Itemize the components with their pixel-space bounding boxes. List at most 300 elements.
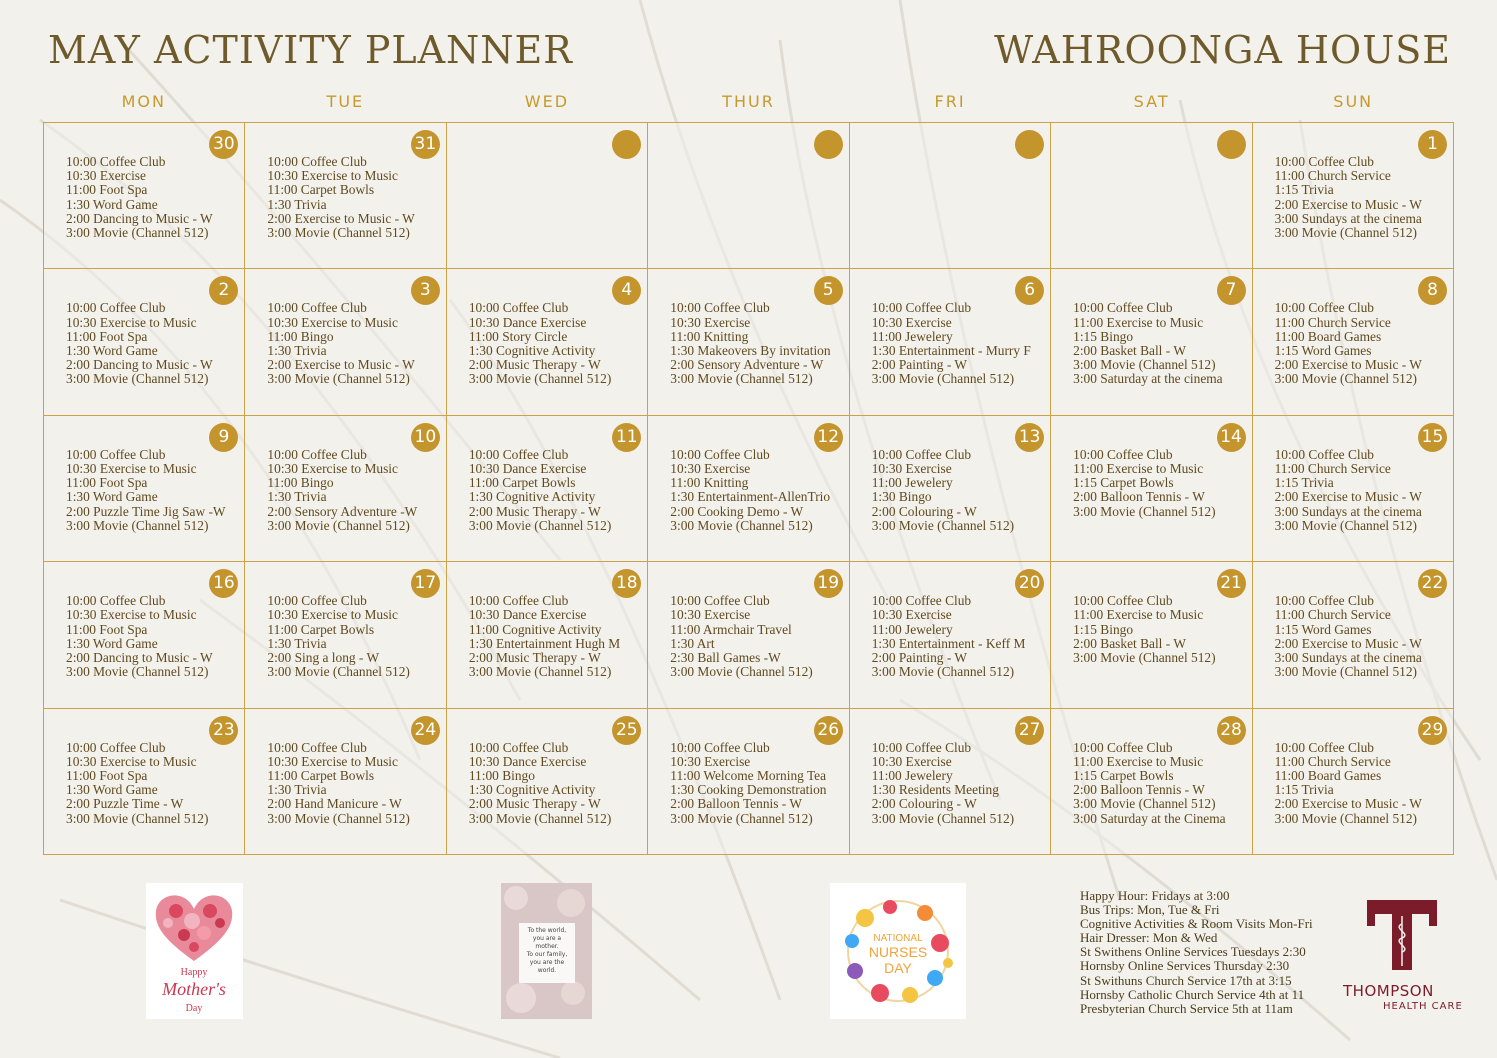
date-badge: 31: [411, 130, 440, 159]
date-badge: 29: [1418, 716, 1447, 745]
activity-item: 2:00 Music Therapy - W: [468, 504, 601, 519]
activity-item: 10:00 Coffee Club: [1073, 740, 1173, 755]
weekday-sat: SAT: [1133, 92, 1170, 111]
activity-list: [66, 301, 238, 386]
activity-item: 11:00 Foot Spa: [66, 183, 148, 198]
activity-item: 11:00 Church Service: [1274, 169, 1391, 184]
activity-item: 10:00 Coffee Club: [468, 301, 569, 316]
activity-item: 10:00 Coffee Club: [66, 740, 166, 755]
activity-item: 3:00 Sundays at the cinema: [1274, 504, 1422, 519]
activity-list: [1073, 301, 1245, 386]
activity-item: 2:00 Dancing to Music - W: [66, 358, 213, 373]
activity-item: 3:00 Movie (Channel 512): [66, 811, 209, 826]
activity-item: 3:00 Movie (Channel 512): [267, 226, 410, 241]
activity-item: 3:00 Movie (Channel 512): [468, 811, 612, 826]
activity-item: 11:00 Carpet Bowls: [267, 769, 375, 783]
quote-text: To the world, you are a mother. To our family, you are the world.: [519, 923, 575, 983]
activity-item: 10:30 Exercise to Music: [267, 608, 398, 623]
activity-item: 10:30 Dance Exercise: [468, 462, 587, 476]
activity-item: 3:00 Movie (Channel 512): [1274, 518, 1418, 533]
activity-item: 11:00 Bingo: [468, 769, 535, 783]
activity-list: [1073, 448, 1245, 519]
activity-item: 2:00 Exercise to Music - W: [267, 358, 415, 373]
calendar-day-cell: [1051, 123, 1252, 269]
date-badge: 1: [1418, 130, 1447, 159]
activity-item: 1:30 Word Game: [66, 197, 158, 212]
activity-item: 3:00 Movie (Channel 512): [1274, 372, 1418, 387]
activity-item: 10:00 Coffee Club: [66, 447, 166, 462]
date-badge: 17: [411, 569, 440, 598]
activity-item: 11:00 Armchair Travel: [670, 622, 792, 637]
activity-item: 11:00 Church Service: [1274, 608, 1391, 623]
activity-item: 2:00 Dancing to Music - W: [66, 211, 213, 226]
calendar-day-cell: [245, 123, 446, 269]
activity-item: 1:30 Art: [670, 636, 715, 651]
activity-list: [670, 448, 842, 533]
activity-item: 11:00 Church Service: [1274, 754, 1391, 769]
calendar-day-cell: [245, 416, 446, 562]
date-badge: [1015, 130, 1044, 159]
activity-item: 11:00 Story Circle: [468, 329, 568, 344]
activity-item: 10:30 Exercise to Music: [66, 462, 197, 476]
activity-item: 10:00 Coffee Club: [267, 740, 367, 755]
activity-item: 1:30 Word Game: [66, 344, 158, 358]
facility-name: WAHROONGA HOUSE: [994, 28, 1451, 72]
calendar-day-cell: [1253, 562, 1454, 708]
activity-list: [872, 594, 1044, 679]
activity-item: 1:30 Entertainment - Keff M: [871, 636, 1026, 651]
activity-item: 3:00 Sundays at the cinema: [1274, 651, 1422, 665]
heart-flowers-icon: [146, 883, 243, 1019]
activity-item: 2:00 Colouring - W: [871, 797, 977, 812]
activity-item: 2:00 Puzzle Time - W: [66, 797, 184, 812]
activity-item: 3:00 Saturday at the cinema: [1073, 372, 1223, 387]
date-badge: 25: [612, 716, 641, 745]
activity-item: 10:30 Exercise: [670, 608, 751, 623]
date-badge: 26: [814, 716, 843, 745]
activity-list: [469, 301, 641, 386]
weekday-sun: SUN: [1333, 92, 1374, 111]
date-badge: 4: [612, 276, 641, 305]
activity-item: 10:00 Coffee Club: [670, 740, 770, 755]
info-line: Hair Dresser: Mon & Wed: [1080, 930, 1218, 946]
activity-item: 10:00 Coffee Club: [670, 594, 770, 609]
activity-item: 10:00 Coffee Club: [66, 301, 166, 316]
date-badge: 21: [1217, 569, 1246, 598]
activity-list: [66, 448, 238, 533]
calendar-grid: [43, 122, 1454, 855]
activity-item: 10:00 Coffee Club: [670, 301, 770, 316]
activity-item: 3:00 Movie (Channel 512): [871, 518, 1015, 533]
activity-item: 3:00 Movie (Channel 512): [66, 518, 209, 533]
calendar-day-cell: [850, 123, 1051, 269]
activity-item: 1:30 Cooking Demonstration: [670, 783, 827, 798]
activity-item: 3:00 Saturday at the Cinema: [1073, 811, 1226, 826]
activity-item: 2:00 Music Therapy - W: [468, 358, 601, 373]
activity-item: 2:00 Exercise to Music - W: [267, 211, 415, 226]
activity-item: 1:15 Trivia: [1274, 476, 1334, 491]
activity-item: 2:00 Painting - W: [871, 358, 968, 373]
activity-item: 2:00 Balloon Tennis - W: [1073, 783, 1205, 798]
calendar-day-cell: [648, 709, 849, 855]
activity-item: 11:00 Carpet Bowls: [468, 476, 576, 491]
activity-item: 3:00 Movie (Channel 512): [670, 665, 813, 680]
activity-item: 2:30 Ball Games -W: [670, 651, 781, 665]
activity-list: [66, 741, 238, 826]
activity-item: 3:00 Movie (Channel 512): [871, 665, 1015, 680]
activity-item: 3:00 Movie (Channel 512): [1073, 651, 1216, 665]
activity-list: [1275, 448, 1447, 533]
activity-list: [1073, 741, 1245, 826]
calendar-day-cell: [1051, 416, 1252, 562]
calendar-day-cell: [44, 562, 245, 708]
activity-item: 2:00 Hand Manicure - W: [267, 797, 402, 812]
info-line: Hornsby Online Services Thursday 2:30: [1080, 958, 1290, 974]
activity-item: 3:00 Sundays at the cinema: [1274, 211, 1422, 226]
activity-item: 1:15 Word Games: [1274, 344, 1372, 358]
activity-item: 10:00 Coffee Club: [1274, 301, 1374, 316]
activity-item: 1:30 Cognitive Activity: [468, 783, 596, 798]
activity-item: 11:00 Board Games: [1274, 329, 1382, 344]
activity-item: 11:00 Exercise to Music: [1073, 608, 1204, 623]
activity-item: 2:00 Exercise to Music - W: [1274, 197, 1422, 212]
activity-item: 10:30 Exercise to Music: [267, 754, 398, 769]
date-badge: 12: [814, 423, 843, 452]
calendar-day-cell: [648, 123, 849, 269]
activity-item: 3:00 Movie (Channel 512): [1073, 504, 1216, 519]
activity-item: 10:30 Exercise to Music: [66, 608, 197, 623]
activity-list: [1275, 155, 1447, 240]
activity-item: 10:30 Exercise: [871, 754, 952, 769]
date-badge: 20: [1015, 569, 1044, 598]
info-line: Happy Hour: Fridays at 3:00: [1080, 888, 1230, 903]
activity-item: 1:15 Bingo: [1073, 329, 1134, 344]
activity-item: 1:30 Bingo: [871, 490, 932, 505]
activity-list: [267, 155, 439, 240]
activity-item: 1:15 Trivia: [1274, 183, 1334, 198]
activity-item: 3:00 Movie (Channel 512): [66, 665, 209, 680]
activity-item: 2:00 Basket Ball - W: [1073, 344, 1186, 358]
calendar-day-cell: [44, 269, 245, 415]
date-badge: 11: [612, 423, 641, 452]
calendar-day-cell: [1253, 269, 1454, 415]
activity-item: 3:00 Movie (Channel 512): [267, 372, 410, 387]
activity-list: [267, 594, 439, 679]
activity-item: 11:00 Board Games: [1274, 769, 1382, 783]
activity-item: 11:00 Exercise to Music: [1073, 315, 1204, 330]
activity-item: 10:30 Exercise to Music: [267, 315, 398, 330]
activity-item: 1:15 Trivia: [1274, 783, 1334, 798]
activity-item: 1:30 Trivia: [267, 344, 327, 358]
mothers-day-image: [146, 883, 243, 1019]
activity-item: 1:15 Bingo: [1073, 622, 1134, 637]
mothers-day-line3: Day: [185, 1003, 203, 1014]
activity-item: 2:00 Basket Ball - W: [1073, 636, 1186, 651]
date-badge: 13: [1015, 423, 1044, 452]
activity-item: 10:30 Exercise: [871, 608, 952, 623]
calendar-day-cell: [1253, 416, 1454, 562]
activity-item: 10:30 Exercise: [66, 169, 146, 184]
date-badge: 10: [411, 423, 440, 452]
activity-item: 10:00 Coffee Club: [267, 155, 367, 169]
activity-item: 2:00 Painting - W: [871, 651, 968, 665]
calendar-day-cell: [648, 416, 849, 562]
activity-item: 11:00 Foot Spa: [66, 769, 148, 783]
calendar-day-cell: [648, 562, 849, 708]
activity-item: 2:00 Sing a long - W: [267, 651, 380, 665]
calendar-day-cell: [850, 269, 1051, 415]
activity-item: 3:00 Movie (Channel 512): [1274, 665, 1418, 680]
activity-item: 10:00 Coffee Club: [267, 594, 367, 609]
calendar-day-cell: [850, 562, 1051, 708]
nurses-day-line1: NATIONAL: [873, 933, 923, 944]
date-badge: 15: [1418, 423, 1447, 452]
activity-item: 1:30 Makeovers By invitation: [670, 344, 831, 358]
activity-item: 3:00 Movie (Channel 512): [1073, 358, 1216, 373]
activity-item: 10:00 Coffee Club: [1274, 740, 1374, 755]
activity-item: 10:00 Coffee Club: [66, 155, 166, 169]
nurses-day-image: [830, 883, 966, 1019]
activity-item: 11:00 Jewelery: [871, 769, 953, 783]
activity-item: 1:30 Word Game: [66, 636, 158, 651]
calendar-day-cell: [447, 709, 648, 855]
activity-item: 1:30 Cognitive Activity: [468, 490, 596, 505]
activity-list: [267, 741, 439, 826]
date-badge: 28: [1217, 716, 1246, 745]
calendar-day-cell: [1051, 562, 1252, 708]
activity-list: [670, 594, 842, 679]
activity-item: 3:00 Movie (Channel 512): [66, 226, 209, 241]
activity-list: [469, 741, 641, 826]
activity-item: 11:00 Church Service: [1274, 315, 1391, 330]
weekday-thur: THUR: [722, 92, 775, 111]
activity-item: 10:30 Exercise: [871, 315, 952, 330]
activity-item: 10:30 Exercise: [670, 315, 751, 330]
activity-item: 10:00 Coffee Club: [1073, 447, 1173, 462]
date-badge: 16: [209, 569, 238, 598]
activity-item: 3:00 Movie (Channel 512): [1073, 797, 1216, 812]
activity-item: 1:15 Word Games: [1274, 622, 1372, 637]
calendar-day-cell: [447, 269, 648, 415]
date-badge: 2: [209, 276, 238, 305]
activity-list: [872, 741, 1044, 826]
activity-item: 1:30 Cognitive Activity: [468, 344, 596, 358]
date-badge: 22: [1418, 569, 1447, 598]
activity-item: 2:00 Balloon Tennis - W: [670, 797, 803, 812]
page-title: MAY ACTIVITY PLANNER: [48, 28, 573, 72]
nurses-day-line2: NURSES: [868, 944, 928, 960]
activity-item: 11:00 Welcome Morning Tea: [670, 769, 827, 783]
activity-item: 3:00 Movie (Channel 512): [1274, 226, 1418, 241]
info-line: Bus Trips: Mon, Tue & Fri: [1080, 902, 1220, 918]
activity-item: 10:30 Exercise to Music: [66, 315, 197, 330]
activity-item: 11:00 Exercise to Music: [1073, 462, 1204, 476]
date-badge: 23: [209, 716, 238, 745]
activity-item: 11:00 Jewelery: [871, 329, 953, 344]
calendar-day-cell: [648, 269, 849, 415]
logo-subtitle: HEALTH CARE: [1383, 1001, 1463, 1012]
date-badge: 14: [1217, 423, 1246, 452]
activity-list: [1275, 741, 1447, 826]
activity-item: 10:00 Coffee Club: [267, 447, 367, 462]
calendar-day-cell: [850, 416, 1051, 562]
activity-list: [66, 155, 238, 240]
activity-item: 10:00 Coffee Club: [468, 447, 569, 462]
activity-item: 11:00 Knitting: [670, 476, 749, 491]
activity-item: 11:00 Bingo: [267, 476, 334, 491]
date-badge: 7: [1217, 276, 1246, 305]
calendar-day-cell: [44, 416, 245, 562]
calendar-day-cell: [245, 562, 446, 708]
calendar-day-cell: [245, 269, 446, 415]
activity-item: 1:30 Trivia: [267, 636, 327, 651]
date-badge: 5: [814, 276, 843, 305]
activity-item: 3:00 Movie (Channel 512): [468, 665, 612, 680]
calendar-day-cell: [1253, 709, 1454, 855]
activity-item: 3:00 Movie (Channel 512): [468, 372, 612, 387]
activity-item: 2:00 Music Therapy - W: [468, 651, 601, 665]
info-line: Presbyterian Church Service 5th at 11am: [1080, 1000, 1293, 1016]
calendar-day-cell: [245, 709, 446, 855]
info-line: St Swithens Online Services Tuesdays 2:30: [1080, 944, 1306, 960]
calendar-day-cell: [1253, 123, 1454, 269]
date-badge: 6: [1015, 276, 1044, 305]
activity-item: 10:00 Coffee Club: [1274, 594, 1374, 609]
activity-list: [1073, 594, 1245, 665]
activity-item: 11:00 Foot Spa: [66, 476, 148, 491]
activity-item: 2:00 Sensory Adventure -W: [267, 504, 418, 519]
activity-item: 11:00 Jewelery: [871, 622, 953, 637]
activity-item: 3:00 Movie (Channel 512): [871, 372, 1015, 387]
activity-item: 10:30 Exercise to Music: [267, 169, 398, 184]
activity-item: 1:30 Word Game: [66, 490, 158, 505]
activity-item: 10:00 Coffee Club: [66, 594, 166, 609]
date-badge: 24: [411, 716, 440, 745]
activity-item: 3:00 Movie (Channel 512): [670, 811, 813, 826]
weekday-tue: TUE: [326, 92, 365, 111]
activity-list: [1275, 594, 1447, 679]
activity-item: 10:00 Coffee Club: [871, 594, 972, 609]
activity-item: 10:00 Coffee Club: [1073, 594, 1173, 609]
mothers-day-line1: Happy: [180, 967, 208, 978]
activity-list: [872, 301, 1044, 386]
activity-item: 10:00 Coffee Club: [468, 594, 569, 609]
activity-item: 3:00 Movie (Channel 512): [267, 811, 410, 826]
date-badge: 30: [209, 130, 238, 159]
activity-item: 2:00 Exercise to Music - W: [1274, 636, 1422, 651]
activity-item: 1:30 Entertainment Hugh M: [468, 636, 621, 651]
activity-item: 11:00 Jewelery: [871, 476, 953, 491]
activity-list: [670, 301, 842, 386]
activity-item: 1:30 Entertainment - Murry F: [871, 344, 1031, 358]
activity-item: 3:00 Movie (Channel 512): [670, 518, 813, 533]
activity-item: 1:30 Trivia: [267, 783, 327, 798]
info-notes: [1080, 889, 1313, 1016]
activity-item: 1:30 Entertainment-AllenTrio: [670, 490, 831, 505]
activity-list: [267, 448, 439, 533]
calendar-day-cell: [447, 562, 648, 708]
date-badge: 8: [1418, 276, 1447, 305]
mothers-day-line2: Mother's: [162, 979, 226, 999]
activity-item: 11:00 Foot Spa: [66, 329, 148, 344]
calendar-day-cell: [1051, 709, 1252, 855]
activity-item: 1:15 Carpet Bowls: [1073, 769, 1174, 783]
calendar-day-cell: [44, 123, 245, 269]
activity-item: 1:30 Word Game: [66, 783, 158, 798]
activity-item: 11:00 Foot Spa: [66, 622, 148, 637]
activity-list: [1275, 301, 1447, 386]
date-badge: 27: [1015, 716, 1044, 745]
activity-item: 11:00 Knitting: [670, 329, 749, 344]
calendar-day-cell: [1051, 269, 1252, 415]
activity-item: 3:00 Movie (Channel 512): [871, 811, 1015, 826]
activity-item: 10:30 Dance Exercise: [468, 754, 587, 769]
activity-item: 1:30 Residents Meeting: [871, 783, 999, 798]
calendar-day-cell: [44, 709, 245, 855]
date-badge: 19: [814, 569, 843, 598]
activity-item: 2:00 Exercise to Music - W: [1274, 358, 1422, 373]
calendar-day-cell: [447, 416, 648, 562]
activity-item: 11:00 Bingo: [267, 329, 334, 344]
activity-item: 2:00 Colouring - W: [871, 504, 977, 519]
activity-item: 10:00 Coffee Club: [871, 447, 972, 462]
weekday-mon: MON: [121, 92, 166, 111]
activity-item: 10:30 Exercise to Music: [66, 754, 197, 769]
activity-item: 10:00 Coffee Club: [871, 301, 972, 316]
activity-item: 10:00 Coffee Club: [1073, 301, 1173, 316]
activity-item: 10:30 Dance Exercise: [468, 608, 587, 623]
activity-item: 10:00 Coffee Club: [670, 447, 770, 462]
info-line: Hornsby Catholic Church Service 4th at 11: [1080, 986, 1305, 1002]
activity-list: [66, 594, 238, 679]
activity-item: 2:00 Puzzle Time Jig Saw -W: [66, 504, 226, 519]
activity-item: 3:00 Movie (Channel 512): [267, 518, 410, 533]
activity-item: 2:00 Exercise to Music - W: [1274, 490, 1422, 505]
activity-item: 2:00 Cooking Demo - W: [670, 504, 804, 519]
logo-name: THOMPSON: [1343, 982, 1434, 1000]
activity-item: 2:00 Dancing to Music - W: [66, 651, 213, 665]
activity-item: 2:00 Music Therapy - W: [468, 797, 601, 812]
activity-item: 2:00 Sensory Adventure - W: [670, 358, 824, 373]
activity-item: 10:00 Coffee Club: [1274, 155, 1374, 169]
activity-item: 11:00 Cognitive Activity: [468, 622, 602, 637]
info-line: Cognitive Activities & Room Visits Mon-Fri: [1080, 916, 1313, 932]
activity-item: 3:00 Movie (Channel 512): [1274, 811, 1418, 826]
activity-item: 11:00 Church Service: [1274, 462, 1391, 476]
flower-wreath-icon: [830, 883, 966, 1019]
activity-item: 1:15 Carpet Bowls: [1073, 476, 1174, 491]
activity-item: 1:30 Trivia: [267, 197, 327, 212]
activity-item: 1:30 Trivia: [267, 490, 327, 505]
activity-item: 10:00 Coffee Club: [468, 740, 569, 755]
activity-item: 10:00 Coffee Club: [1274, 447, 1374, 462]
activity-list: [469, 448, 641, 533]
activity-item: 10:30 Exercise: [670, 754, 751, 769]
activity-list: [267, 301, 439, 386]
activity-item: 11:00 Carpet Bowls: [267, 622, 375, 637]
activity-item: 10:30 Exercise to Music: [267, 462, 398, 476]
activity-list: [670, 741, 842, 826]
activity-item: 3:00 Movie (Channel 512): [468, 518, 612, 533]
date-badge: [814, 130, 843, 159]
nurses-day-line3: DAY: [884, 960, 912, 976]
date-badge: 18: [612, 569, 641, 598]
date-badge: 3: [411, 276, 440, 305]
info-line: St Swithuns Church Service 17th at 3:15: [1080, 972, 1292, 988]
weekday-header-row: [43, 92, 1454, 118]
mother-quote-image: [501, 883, 592, 1019]
activity-item: 10:30 Dance Exercise: [468, 315, 587, 330]
